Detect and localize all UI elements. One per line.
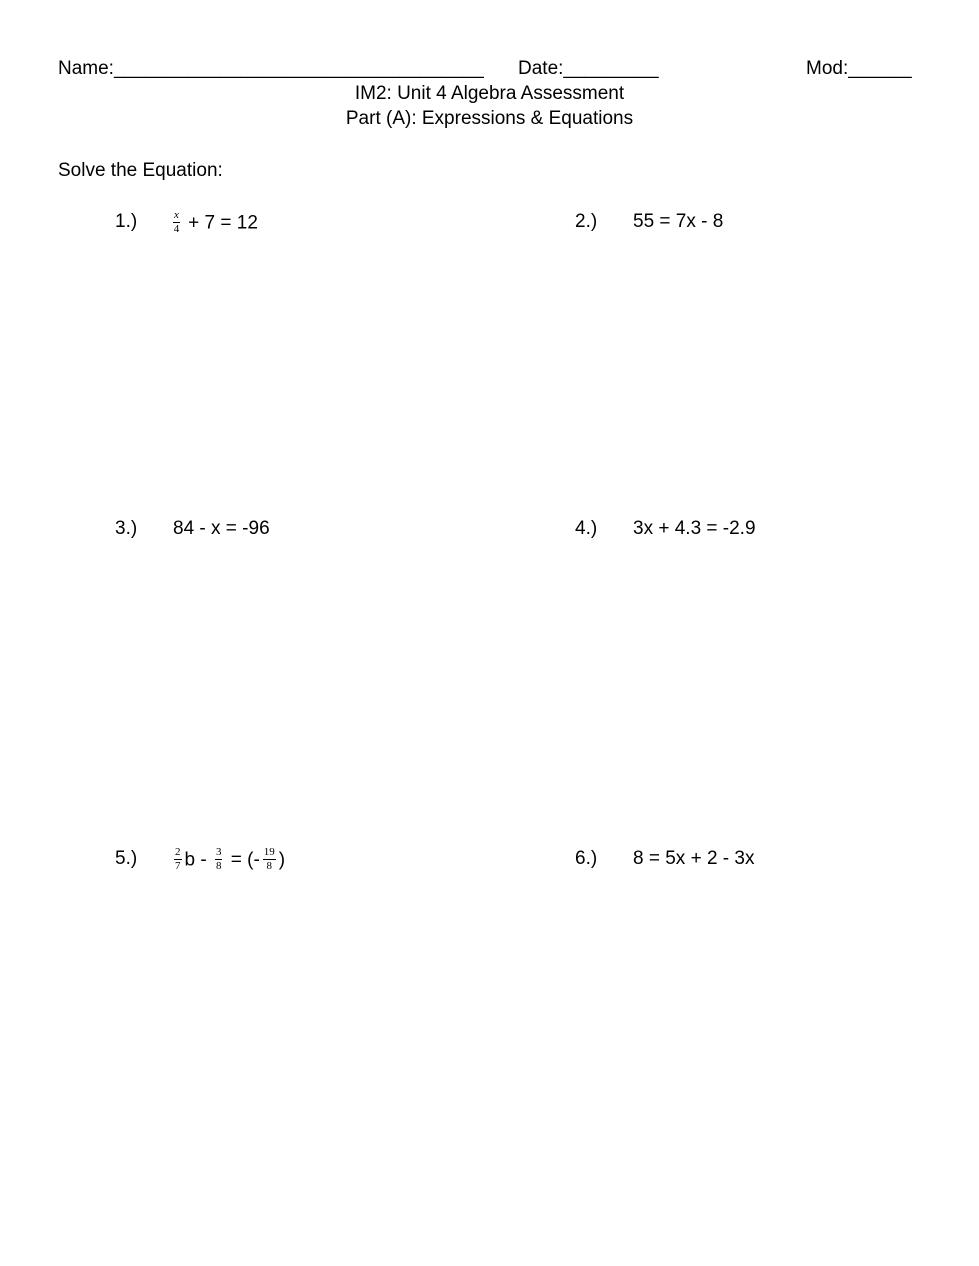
- problem-1-fraction: [173, 210, 180, 235]
- name-field-label: Name:___________________________________: [58, 58, 484, 79]
- problem-5-fraction-3-denominator: 8: [266, 860, 273, 872]
- problem-2-number: 2.): [575, 211, 598, 232]
- problem-1-fraction-numerator: x: [174, 209, 179, 221]
- problem-5-number: 5.): [115, 848, 138, 869]
- problem-1-fraction-denominator: 4: [173, 223, 180, 235]
- problem-5-fraction-1-denominator: 7: [175, 860, 181, 872]
- problem-5-part-3: ): [278, 849, 286, 871]
- problem-5-fraction-1: [174, 847, 182, 872]
- problem-6-number: 6.): [575, 848, 598, 869]
- problem-5-part-2: = (-: [230, 849, 260, 871]
- problem-1-equation: [170, 211, 258, 236]
- problem-5-equation: [171, 848, 285, 873]
- mod-field-label: Mod:______: [806, 58, 912, 79]
- problem-5-fraction-2-numerator: 3: [215, 846, 222, 858]
- document-subtitle: Part (A): Expressions & Equations: [345, 108, 634, 129]
- problem-4-number: 4.): [575, 518, 598, 539]
- problem-1-equation-rest: + 7 = 12: [188, 212, 258, 234]
- date-field-label: Date:_________: [518, 58, 659, 79]
- instructions: Solve the Equation:: [58, 160, 223, 181]
- problem-5-fraction-2-denominator: 8: [215, 860, 222, 872]
- problem-3-number: 3.): [115, 518, 138, 539]
- problem-5-fraction-3-numerator: 19: [263, 846, 275, 858]
- problem-5-fraction-3: [263, 847, 276, 872]
- problem-2-equation: 55 = 7x - 8: [633, 211, 724, 232]
- problem-6-equation: 8 = 5x + 2 - 3x: [633, 848, 755, 869]
- problem-5-part-1: b -: [184, 849, 207, 871]
- problem-5-fraction-2: [215, 847, 223, 872]
- problem-1-number: 1.): [115, 211, 138, 232]
- problem-4-equation: 3x + 4.3 = -2.9: [633, 518, 756, 539]
- document-title: IM2: Unit 4 Algebra Assessment: [354, 83, 625, 104]
- problem-3-equation: 84 - x = -96: [173, 518, 270, 539]
- problem-5-fraction-1-numerator: 2: [175, 846, 181, 858]
